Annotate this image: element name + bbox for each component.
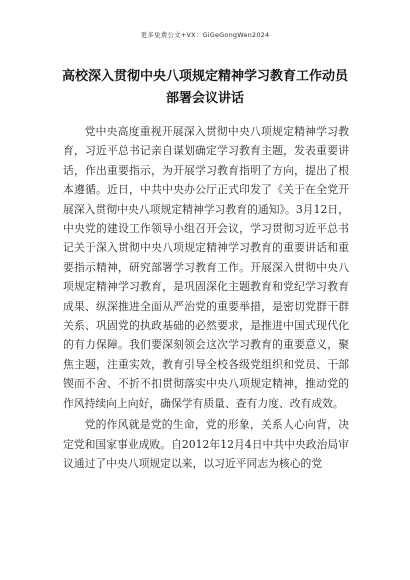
document-body [63, 122, 349, 475]
document-title: 高校深入贯彻中央八项规定精神学习教育工作动员部署会议讲话 [61, 69, 348, 106]
paragraph: 党的作风就是党的生命，党的形象，关系人心向背，决定党和国家事业成败。自2012年12月4日中共中央政治局审议通过了中央八项规定以来，以习近平同志为核心的党 [63, 418, 349, 470]
paragraph: 党中央高度重视开展深入贯彻中央八项规定精神学习教育，习近平总书记亲自谋划确定学习教育主题，发表重要讲话，作出重要指示，为开展学习教育指明了方向，提出了根本遵循。近日，中共中央办公厅正式印发了《关于在全党开展深入贯彻中央八项规定精神学习教育的通知》。3月12日，中央党的建设工作领导小组召开会议，学习贯彻习近平总书记关于深入贯彻中央八项规定精神学习教育的重要讲话和重要指示精神，研究部署学习教育工作。开展深入贯彻中央八项规定精神学习教育，是巩固深化主题教育和党纪学习教育成果、纵深推进全面从严治党的重要举措，是密切党群干群关系、巩固党的执政基础的必然要求，是推进中国式现代化的有力保障。我们要深刻领会这次学习教育的重要意义，聚焦主题，注重实效，教育引导全校各级党组织和党员、干部锲而不舍、不折不扣贯彻落实中央八项规定精神，推动党的作风持续向上向好，确保学有质量、查有力度、改有成效。 [63, 125, 349, 410]
header-note: 更多免费公文+VX：GiGeGongWen2024 [140, 31, 270, 39]
